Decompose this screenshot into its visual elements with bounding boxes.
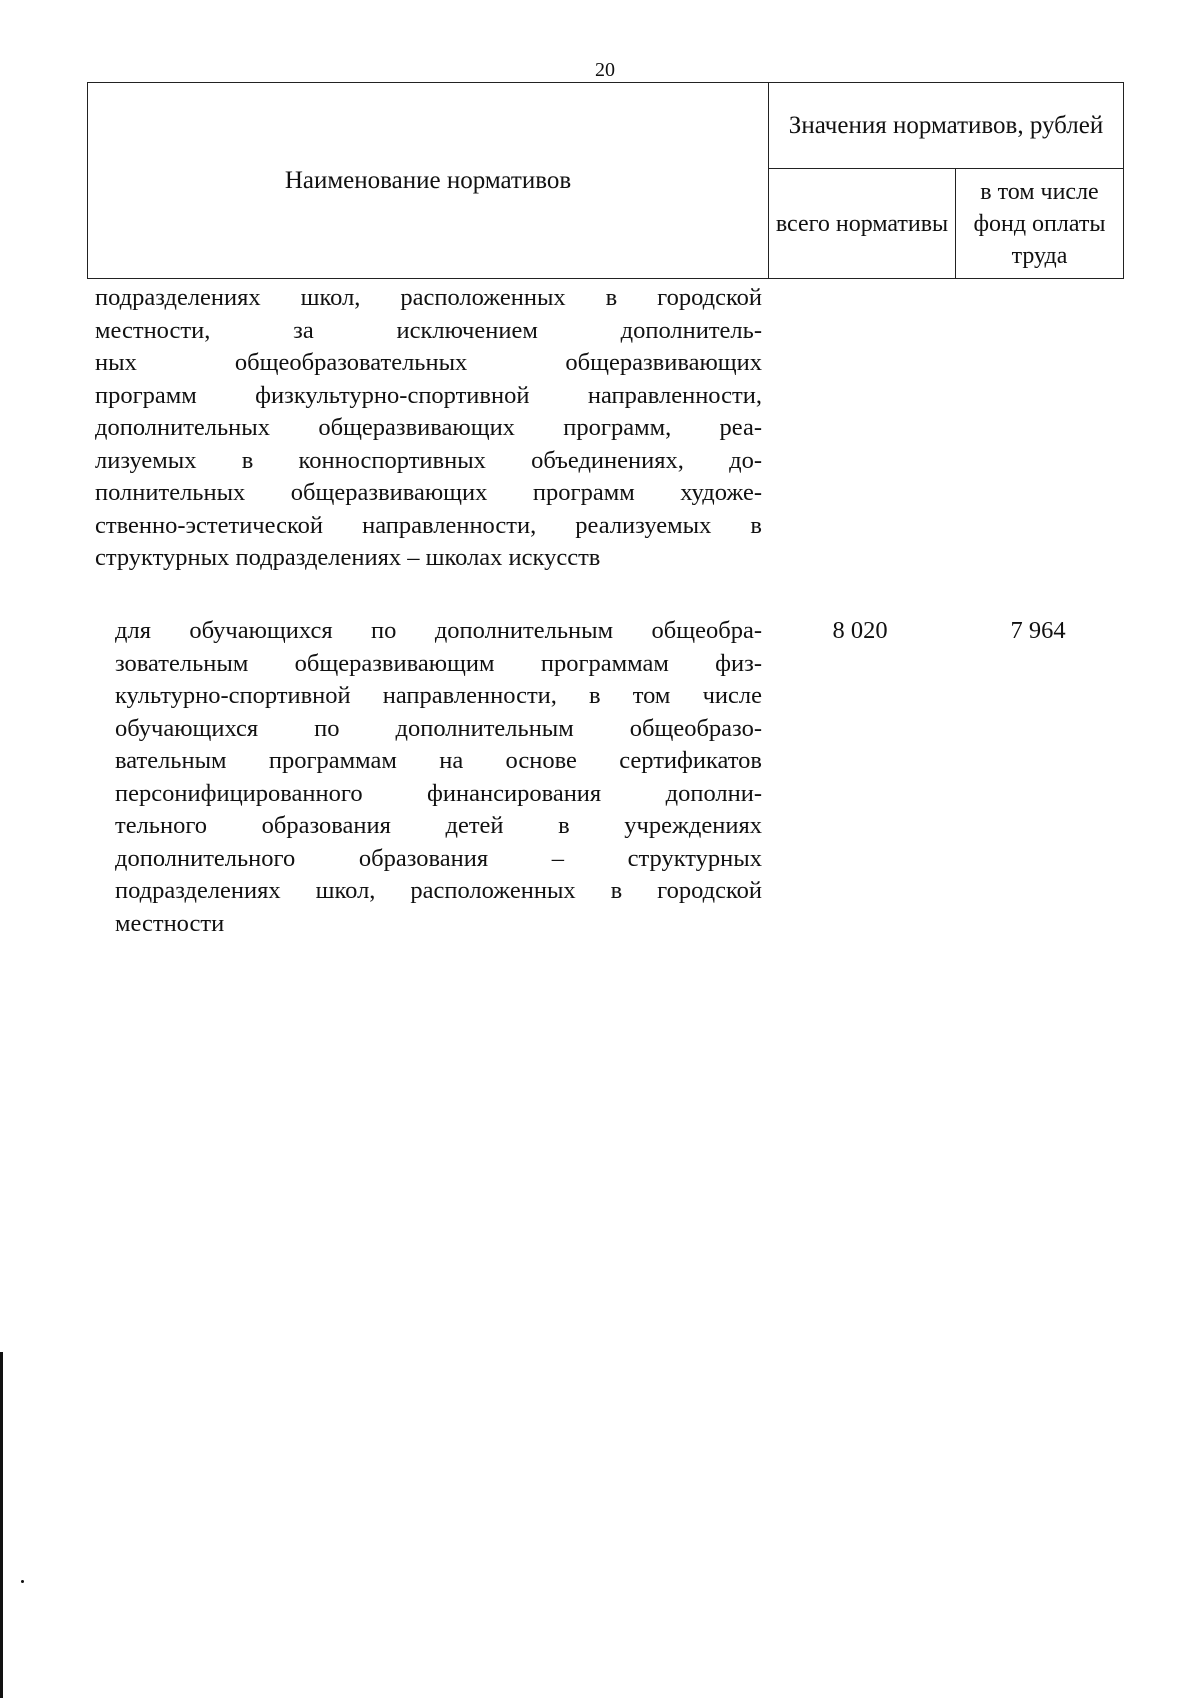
- column-header-fund: в том числе фонд оплаты труда: [973, 178, 1106, 269]
- table-row-description: подразделениях школ, расположенных в городской местности, за исключением дополнитель- ных общеобразовательных общеразвивающих программ физкультурно-спортивной направленности, дополнительных общеразвивающих программ, реа- лизуемых в конноспортивных объединениях, до- полнительных общеразвивающих программ художе- ственно-эстетической направленности, реализуемых в структурных подразделениях – школах искусств: [95, 284, 762, 571]
- scan-dot-mark: [21, 1580, 24, 1583]
- page-number: 20: [595, 59, 615, 81]
- table-row-description: для обучающихся по дополнительным общеобра- зовательным общеразвивающим программам физ- культурно-спортивной направленности, в том числе обучающихся по дополнительным общеобразо- вательным программам на основе сертификатов персонифицированного финансирования дополни- тельного образования детей в учреждениях дополнительного образования – структурных подразделениях школ, расположенных в городской местности: [115, 617, 762, 937]
- column-header-values-group: Значения нормативов, рублей: [769, 83, 1123, 169]
- scan-edge-mark: [0, 1352, 3, 1698]
- column-header-name: Наименование нормативов: [88, 83, 769, 278]
- column-header-total: всего нормативы: [769, 169, 956, 278]
- table-row-fund-value: 7 964: [1010, 617, 1066, 644]
- table-header: [87, 82, 1124, 279]
- table-row-total-value: 8 020: [832, 617, 888, 644]
